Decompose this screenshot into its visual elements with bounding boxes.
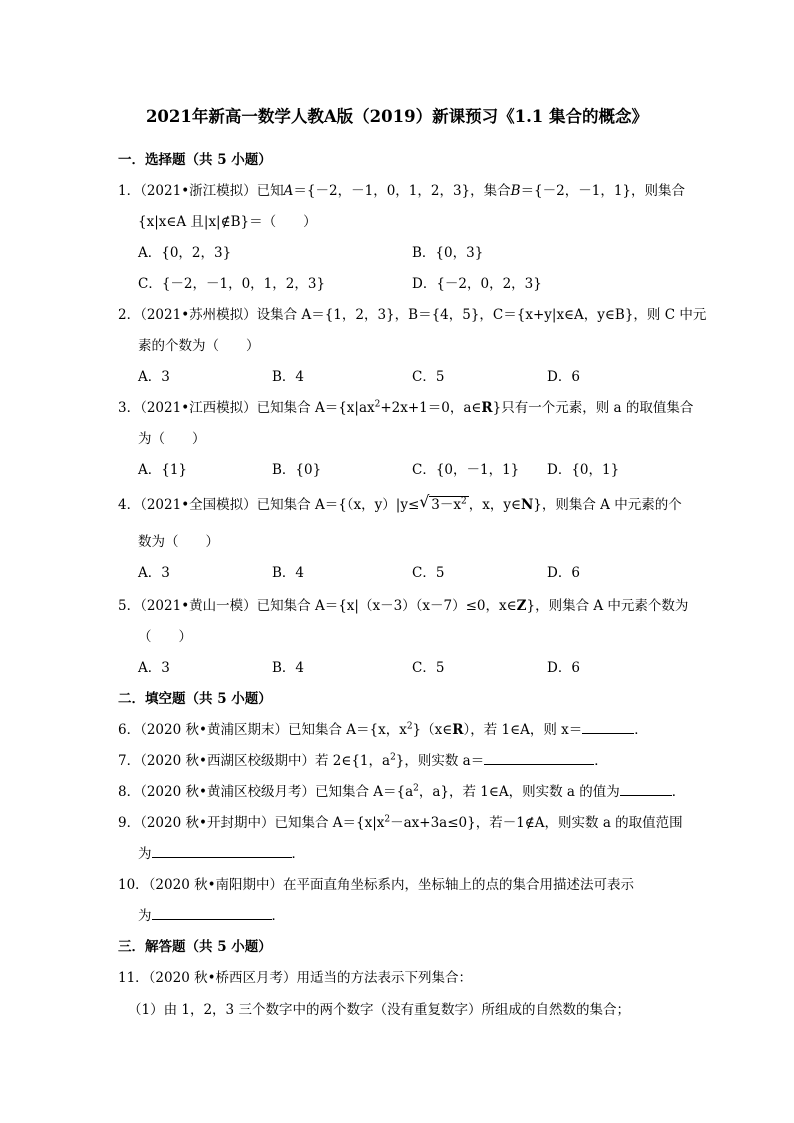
answer-blank: [582, 721, 634, 734]
section-heading-choice: 一．选择题（共 5 小题）: [118, 152, 272, 168]
answer-blank: [620, 783, 672, 796]
q4-line1: 4．（2021•全国模拟）已知集合 A＝{（x，y）|y≤ √ $3-x^2$ ，x，y∈N}，则集合 A 中元素的个: [118, 492, 682, 513]
q5-option-d: D．6: [547, 660, 580, 676]
answer-blank: [484, 752, 594, 765]
q8-line: 8．（2020 秋•黄浦区校级月考）已知集合 $A=\{a^2$，a}，若 1∈A，则实数 a 的值为 ．: [118, 783, 686, 800]
answer-blank: [152, 845, 292, 858]
q2-option-b: B．4: [272, 369, 305, 385]
section-heading-fill: 二．填空题（共 5 小题）: [118, 691, 272, 707]
q3-option-b: B．{0}: [272, 462, 322, 478]
q3-option-d: D．{0，1}: [547, 462, 620, 478]
q4-option-b: B．4: [272, 565, 305, 581]
q1-option-b: B．{0，3}: [412, 245, 484, 261]
q2-option-d: D．6: [547, 369, 580, 385]
q3-line1: 3．（2021•江西模拟）已知集合 $A=\{x|ax^2+2x+1=0$，a∈R}只有一个元素，则 a 的取值集合: [118, 399, 694, 416]
q5-line1: 5．（2021•黄山一模）已知集合 A＝{x|（x－3）（x－7）≤0，x∈Z}，则集合 A 中元素个数为: [118, 598, 689, 614]
q1-option-c: C．{－2，－1，0，1，2，3}: [138, 276, 326, 292]
q4-line2: 数为（ ）: [138, 534, 219, 550]
q10-line2: 为 ．: [138, 908, 285, 924]
q2-line2: 素的个数为（ ）: [138, 338, 260, 354]
section-heading-solve: 三．解答题（共 5 小题）: [118, 939, 272, 955]
q1-option-d: D．{－2，0，2，3}: [412, 276, 542, 292]
q1-line2: {x|x∈A 且|x|∉B}＝（ ）: [138, 214, 317, 230]
q9-line2: 为 ．: [138, 846, 305, 862]
q2-line1: 2．（2021•苏州模拟）设集合 A＝{1，2，3}，B＝{4，5}，C＝{x+y|x∈A，y∈B}，则 C 中元: [118, 307, 707, 323]
q11-line1: 11．（2020 秋•桥西区月考）用适当的方法表示下列集合：: [118, 970, 473, 986]
q5-option-c: C．5: [412, 660, 445, 676]
q9-line1: 9．（2020 秋•开封期中）已知集合 $A=\{x|x^2-ax+3a\le 0\}$，若－1∉A，则实数 a 的取值范围: [118, 814, 683, 831]
q6-line: 6．（2020 秋•黄浦区期末）已知集合 A＝{x，$x^2\}(x\in R)$，若 1∈A，则 x＝ ．: [118, 721, 648, 738]
document-title: 2021年新高一数学人教A版（2019）新课预习《1.1 集合的概念》: [145, 107, 649, 126]
q7-line: 7．（2020 秋•西湖区校级期中）若 2∈{1，$a^2$}，则实数 a＝ ．: [118, 752, 608, 769]
q3-option-c: C．{0，－1，1}: [412, 462, 520, 478]
q4-option-d: D．6: [547, 565, 580, 581]
q3-option-a: A．{1}: [138, 462, 188, 478]
q5-option-b: B．4: [272, 660, 305, 676]
q2-option-c: C．5: [412, 369, 445, 385]
q2-option-a: A．3: [138, 369, 170, 385]
q5-line2: （ ）: [138, 629, 192, 645]
q3-line2: 为（ ）: [138, 431, 206, 447]
q10-line1: 10．（2020 秋•南阳期中）在平面直角坐标系内，坐标轴上的点的集合用描述法可表示: [118, 877, 635, 893]
q1-line1: 1．（2021•浙江模拟）已知A＝{－2，－1，0，1，2，3}，集合B＝{－2，－1，1}，则集合: [118, 183, 686, 199]
q1-option-a: A．{0，2，3}: [138, 245, 232, 261]
answer-blank: [152, 907, 272, 920]
q4-option-c: C．5: [412, 565, 445, 581]
q5-option-a: A．3: [138, 660, 170, 676]
q4-option-a: A．3: [138, 565, 170, 581]
sqrt-expression: √ $3-x^2$: [419, 492, 467, 513]
q11-sub1: （1）由 1，2，3 三个数字中的两个数字（没有重复数字）所组成的自然数的集合；: [128, 1002, 630, 1018]
